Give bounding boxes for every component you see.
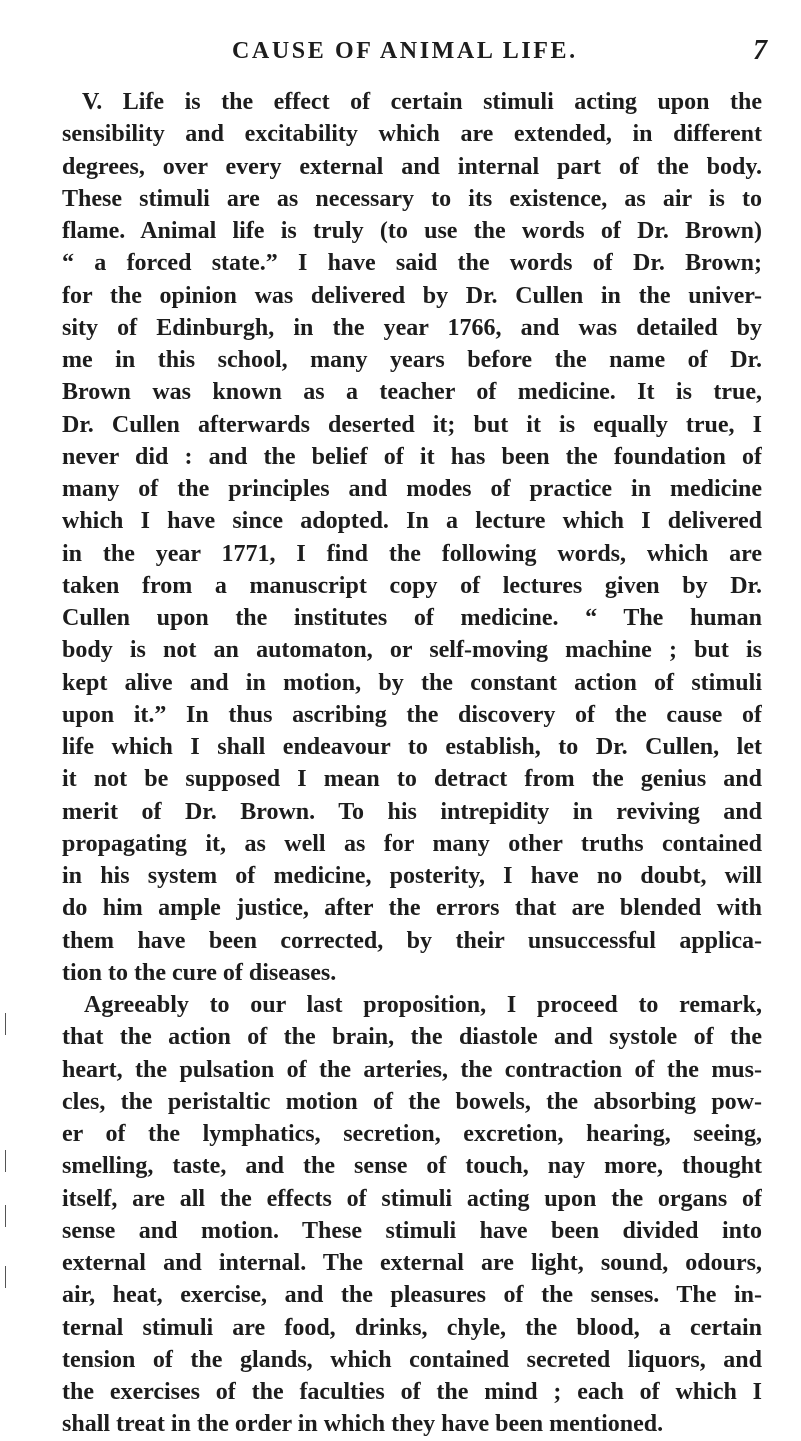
text-line: life which I shall endeavour to establish, to Dr. Cullen, let	[62, 734, 762, 760]
running-head	[0, 34, 801, 68]
text-line: me in this school, many years before the name of Dr.	[62, 347, 762, 373]
text-line: in his system of medicine, posterity, I have no doubt, will	[62, 863, 762, 889]
paragraph-2	[62, 989, 762, 1441]
page-number: 7	[753, 35, 767, 66]
text-line: never did : and the belief of it has been the foundation of	[62, 443, 762, 470]
text-line: many of the principles and modes of practice in medicine	[62, 476, 762, 502]
text-line: kept alive and in motion, by the constant action of stimuli	[62, 669, 762, 696]
text-line: which I have since adopted. In a lecture which I delivered	[62, 508, 762, 535]
text-line: sense and motion. These stimuli have been divided into	[62, 1217, 762, 1244]
text-line: it not be supposed I mean to detract from the genius and	[62, 766, 762, 793]
text-line: Agreeably to our last proposition, I proceed to remark,	[84, 992, 762, 1018]
text-line: for the opinion was delivered by Dr. Cullen in the univer-	[62, 282, 762, 309]
text-line: propagating it, as well as for many other truths contained	[62, 830, 762, 857]
text-line: the exercises of the faculties of the mind ; each of which I	[62, 1379, 762, 1405]
text-line: taken from a manuscript copy of lectures given by Dr.	[62, 572, 762, 599]
text-line: do him ample justice, after the errors that are blended with	[62, 895, 762, 922]
text-line: in the year 1771, I find the following words, which are	[62, 540, 762, 567]
text-line: flame. Animal life is truly (to use the words of Dr. Brown)	[62, 218, 762, 244]
text-line: sensibility and excitability which are extended, in different	[62, 121, 762, 148]
binding-mark	[5, 1266, 6, 1288]
text-line: These stimuli are as necessary to its existence, as air is to	[62, 185, 762, 212]
text-line: shall treat in the order in which they have been mentioned.	[62, 1411, 664, 1438]
text-line: cles, the peristaltic motion of the bowels, the absorbing pow-	[62, 1088, 762, 1115]
text-line: “ a forced state.” I have said the words of Dr. Brown;	[62, 250, 762, 277]
text-line: them have been corrected, by their unsuccessful applica-	[62, 927, 762, 954]
text-line: tion to the cure of diseases.	[62, 959, 337, 986]
running-title: CAUSE OF ANIMAL LIFE.	[232, 38, 578, 64]
text-line: ternal stimuli are food, drinks, chyle, the blood, a certain	[62, 1314, 762, 1341]
text-line: sity of Edinburgh, in the year 1766, and was detailed by	[62, 314, 762, 341]
binding-mark	[5, 1150, 6, 1172]
binding-mark	[5, 1013, 6, 1035]
text-line: body is not an automaton, or self-moving machine ; but is	[62, 637, 762, 664]
text-line: merit of Dr. Brown. To his intrepidity in reviving and	[62, 798, 762, 825]
text-line: degrees, over every external and internal part of the body.	[62, 153, 762, 180]
binding-mark	[5, 1205, 6, 1227]
text-line: tension of the glands, which contained secreted liquors, and	[62, 1346, 762, 1373]
text-line: external and internal. The external are light, sound, odours,	[62, 1250, 762, 1276]
text-line: Dr. Cullen afterwards deserted it; but it is equally true, I	[62, 411, 762, 438]
text-line: itself, are all the effects of stimuli acting upon the organs of	[62, 1185, 762, 1212]
text-line: er of the lymphatics, secretion, excretion, hearing, seeing,	[62, 1121, 762, 1147]
text-line: heart, the pulsation of the arteries, the contraction of the mus-	[62, 1056, 762, 1083]
text-line: V. Life is the effect of certain stimuli acting upon the	[82, 89, 762, 115]
body-text	[62, 86, 762, 1441]
text-line: that the action of the brain, the diastole and systole of the	[62, 1024, 762, 1051]
paragraph-1	[62, 86, 762, 989]
text-line: smelling, taste, and the sense of touch, nay more, thought	[62, 1153, 762, 1180]
text-line: Brown was known as a teacher of medicine. It is true,	[62, 379, 762, 406]
text-line: Cullen upon the institutes of medicine. “ The human	[62, 605, 762, 631]
text-line: upon it.” In thus ascribing the discovery of the cause of	[62, 701, 762, 728]
text-line: air, heat, exercise, and the pleasures of the senses. The in-	[62, 1282, 762, 1309]
